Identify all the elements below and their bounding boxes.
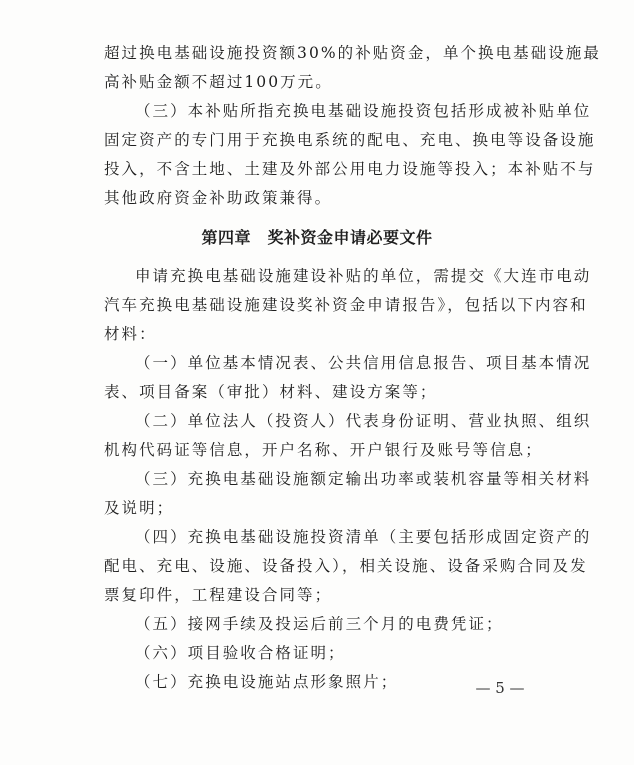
text-line: （七）充换电设施站点形象照片； bbox=[135, 673, 399, 691]
text-line: 及说明； bbox=[104, 499, 175, 517]
text-line: （一）单位基本情况表、公共信用信息报告、项目基本情况 bbox=[135, 354, 592, 372]
text-line: 配电、充电、设施、设备投入），相关设施、设备采购合同及发 bbox=[104, 557, 588, 575]
chapter-heading: 第四章 奖补资金申请必要文件 bbox=[201, 228, 433, 247]
text-line: 申请充换电基础设施建设补贴的单位，需提交《大连市电动 bbox=[135, 267, 592, 285]
text-line: （四）充换电基础设施投资清单（主要包括形成固定资产的 bbox=[135, 528, 592, 546]
text-line: （六）项目验收合格证明； bbox=[135, 644, 346, 662]
text-line: 表、项目备案（审批）材料、建设方案等； bbox=[104, 383, 438, 401]
text-line: 汽车充换电基础设施建设奖补资金申请报告》，包括以下内容和 bbox=[104, 296, 588, 314]
text-line: （五）接网手续及投运后前三个月的电费凭证； bbox=[135, 615, 504, 633]
text-line: 投入，不含土地、土建及外部公用电力设施等投入；本补贴不与 bbox=[104, 160, 596, 178]
text-line: 超过换电基础设施投资额30%的补贴资金，单个换电基础设施最 bbox=[104, 44, 601, 62]
text-line: 票复印件，工程建设合同等； bbox=[104, 586, 333, 604]
text-line: 材料： bbox=[104, 325, 157, 343]
text-line: （三）本补贴所指充换电基础设施投资包括形成被补贴单位 bbox=[135, 102, 592, 120]
text-line: （二）单位法人（投资人）代表身份证明、营业执照、组织 bbox=[135, 412, 592, 430]
text-line: 机构代码证等信息，开户名称、开户银行及账号等信息； bbox=[104, 441, 543, 459]
text-line: 其他政府资金补助政策兼得。 bbox=[104, 189, 333, 207]
text-line: 固定资产的专门用于充换电系统的配电、充电、换电等设备设施 bbox=[104, 131, 596, 149]
text-line: （三）充换电基础设施额定输出功率或装机容量等相关材料 bbox=[135, 470, 592, 488]
text-line: 高补贴金额不超过100万元。 bbox=[104, 73, 333, 91]
page-number: — 5 — bbox=[475, 679, 525, 697]
